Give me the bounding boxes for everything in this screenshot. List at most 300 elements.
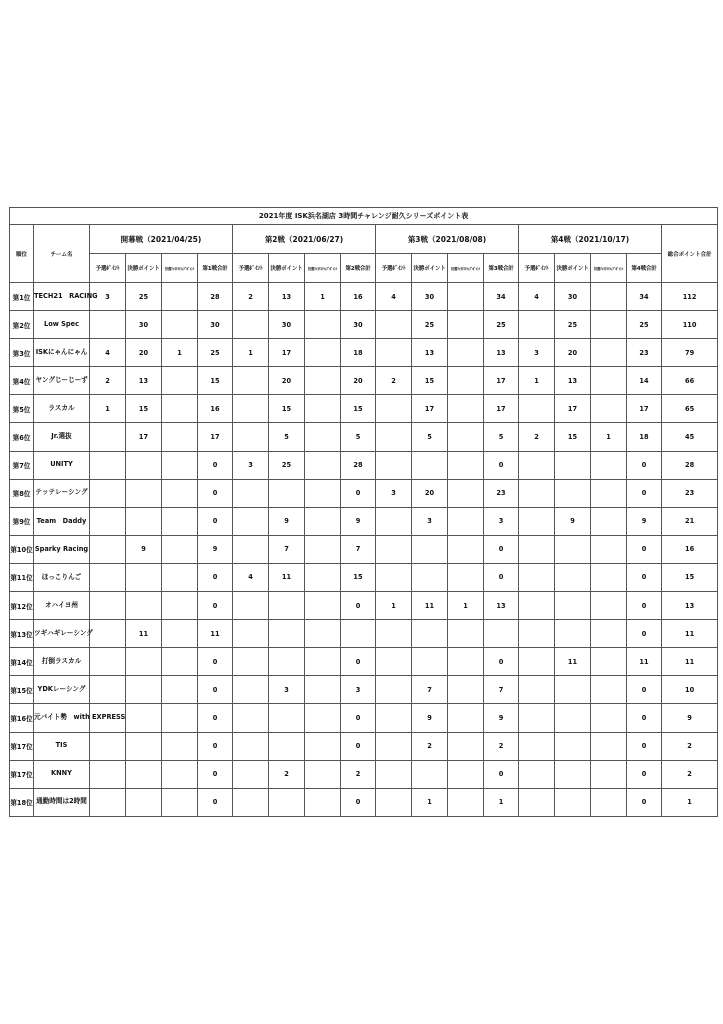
grand-total-cell: 112	[662, 283, 718, 311]
round-1-qualify-points-cell	[90, 788, 126, 816]
round-3-round-total-cell: 34	[484, 283, 519, 311]
round-1-round-total-cell: 0	[198, 648, 233, 676]
round-4-final-points-cell	[555, 563, 591, 591]
round-3-final-points-cell: 11	[412, 592, 448, 620]
round-3-fastest-lap-points-cell: 1	[448, 592, 484, 620]
round-4-fastest-lap-points-cell	[591, 395, 627, 423]
round-2-final-points-cell	[269, 592, 305, 620]
round-3-round-total-cell: 3	[484, 507, 519, 535]
round-4-fastest-lap-points-cell	[591, 592, 627, 620]
round-3-qualify-points-cell	[376, 620, 412, 648]
round-1-fastest-lap-points-cell	[162, 451, 198, 479]
round-2-fastest-lap-points-cell	[305, 535, 341, 563]
round-2-round-total-cell: 0	[341, 732, 376, 760]
round-3-round-total-cell: 0	[484, 451, 519, 479]
round-2-qualify-points-cell: 3	[233, 451, 269, 479]
round-3-fastest-lap-points-cell	[448, 732, 484, 760]
table-row	[10, 283, 718, 311]
round-3-fastest-lap-points-cell	[448, 563, 484, 591]
round-4-qualify-points-cell	[519, 451, 555, 479]
team-name-cell: ほっこりんご	[34, 563, 90, 591]
round-4-final-points-cell	[555, 788, 591, 816]
header-final-points: 決勝ポイント	[269, 254, 305, 283]
table-row	[10, 535, 718, 563]
round-3-qualify-points-cell	[376, 563, 412, 591]
round-2-round-total-cell: 20	[341, 367, 376, 395]
round-4-round-total-cell: 9	[627, 507, 662, 535]
round-4-fastest-lap-points-cell	[591, 760, 627, 788]
round-2-round-total-cell: 2	[341, 760, 376, 788]
round-1-fastest-lap-points-cell	[162, 648, 198, 676]
round-2-final-points-cell: 13	[269, 283, 305, 311]
round-3-round-total-cell: 25	[484, 311, 519, 339]
header-round-total: 第2戦合計	[341, 254, 376, 283]
table-body	[10, 283, 718, 817]
round-3-fastest-lap-points-cell	[448, 479, 484, 507]
header-round-total: 第3戦合計	[484, 254, 519, 283]
grand-total-cell: 11	[662, 620, 718, 648]
round-1-round-total-cell: 0	[198, 732, 233, 760]
round-1-final-points-cell	[126, 704, 162, 732]
round-1-qualify-points-cell	[90, 535, 126, 563]
round-4-qualify-points-cell	[519, 507, 555, 535]
round-3-round-total-cell: 23	[484, 479, 519, 507]
grand-total-cell: 2	[662, 732, 718, 760]
round-3-fastest-lap-points-cell	[448, 367, 484, 395]
team-name-cell: オハイヨ州	[34, 592, 90, 620]
table-row	[10, 311, 718, 339]
round-3-final-points-cell: 13	[412, 339, 448, 367]
round-3-qualify-points-cell: 3	[376, 479, 412, 507]
team-name-cell: 元バイト勢 with EXPRESS	[34, 704, 90, 732]
round-4-round-total-cell: 0	[627, 732, 662, 760]
round-3-round-total-cell: 2	[484, 732, 519, 760]
round-4-fastest-lap-points-cell	[591, 620, 627, 648]
round-3-fastest-lap-points-cell	[448, 704, 484, 732]
table-title: 2021年度 ISK浜名湖店 3時間チャレンジ耐久シリーズポイント表	[10, 208, 718, 225]
grand-total-cell: 66	[662, 367, 718, 395]
round-2-final-points-cell: 20	[269, 367, 305, 395]
round-4-final-points-cell: 25	[555, 311, 591, 339]
round-2-round-total-cell: 5	[341, 423, 376, 451]
round-1-qualify-points-cell	[90, 648, 126, 676]
table-row	[10, 732, 718, 760]
round-2-round-total-cell	[341, 620, 376, 648]
round-3-final-points-cell: 20	[412, 479, 448, 507]
round-2-round-total-cell: 7	[341, 535, 376, 563]
round-3-fastest-lap-points-cell	[448, 535, 484, 563]
round-2-fastest-lap-points-cell	[305, 620, 341, 648]
header-qualify-points: 予選ﾎﾟｲﾝﾄ	[90, 254, 126, 283]
round-2-qualify-points-cell	[233, 479, 269, 507]
round-3-fastest-lap-points-cell	[448, 620, 484, 648]
round-3-fastest-lap-points-cell	[448, 339, 484, 367]
round-1-round-total-cell: 0	[198, 788, 233, 816]
round-4-fastest-lap-points-cell	[591, 676, 627, 704]
header-team: チーム名	[34, 225, 90, 283]
round-3-final-points-cell: 30	[412, 283, 448, 311]
round-4-round-total-cell: 0	[627, 676, 662, 704]
round-1-round-total-cell: 0	[198, 592, 233, 620]
round-2-round-total-cell: 3	[341, 676, 376, 704]
header-round-total: 第4戦合計	[627, 254, 662, 283]
round-3-round-total-cell: 7	[484, 676, 519, 704]
grand-total-cell: 1	[662, 788, 718, 816]
round-1-final-points-cell: 20	[126, 339, 162, 367]
round-1-qualify-points-cell: 3	[90, 283, 126, 311]
round-2-round-total-cell: 16	[341, 283, 376, 311]
round-3-fastest-lap-points-cell	[448, 648, 484, 676]
team-name-cell: YDKレーシング	[34, 676, 90, 704]
round-2-qualify-points-cell	[233, 367, 269, 395]
round-4-fastest-lap-points-cell	[591, 788, 627, 816]
grand-total-cell: 11	[662, 648, 718, 676]
round-1-qualify-points-cell	[90, 311, 126, 339]
round-1-fastest-lap-points-cell	[162, 592, 198, 620]
round-3-final-points-cell: 7	[412, 676, 448, 704]
header-final-points: 決勝ポイント	[555, 254, 591, 283]
grand-total-cell: 23	[662, 479, 718, 507]
round-1-qualify-points-cell	[90, 563, 126, 591]
round-3-qualify-points-cell	[376, 676, 412, 704]
round-4-round-total-cell: 0	[627, 788, 662, 816]
grand-total-cell: 65	[662, 395, 718, 423]
round-2-final-points-cell: 15	[269, 395, 305, 423]
round-3-final-points-cell	[412, 760, 448, 788]
rank-cell: 第7位	[10, 451, 34, 479]
table-row	[10, 451, 718, 479]
team-name-cell: Low Spec	[34, 311, 90, 339]
team-name-cell: Sparky Racing	[34, 535, 90, 563]
round-2-final-points-cell: 25	[269, 451, 305, 479]
header-round-2: 第2戦（2021/06/27)	[233, 225, 376, 254]
round-1-round-total-cell: 0	[198, 563, 233, 591]
round-3-final-points-cell: 17	[412, 395, 448, 423]
round-1-fastest-lap-points-cell	[162, 676, 198, 704]
round-3-fastest-lap-points-cell	[448, 395, 484, 423]
round-4-round-total-cell: 18	[627, 423, 662, 451]
round-4-round-total-cell: 0	[627, 535, 662, 563]
round-4-fastest-lap-points-cell	[591, 563, 627, 591]
header-round-1: 開幕戦（2021/04/25)	[90, 225, 233, 254]
round-4-round-total-cell: 25	[627, 311, 662, 339]
round-4-fastest-lap-points-cell	[591, 283, 627, 311]
round-4-qualify-points-cell: 2	[519, 423, 555, 451]
round-4-qualify-points-cell	[519, 648, 555, 676]
round-3-fastest-lap-points-cell	[448, 423, 484, 451]
round-1-round-total-cell: 30	[198, 311, 233, 339]
round-4-round-total-cell: 11	[627, 648, 662, 676]
round-1-round-total-cell: 0	[198, 479, 233, 507]
round-3-qualify-points-cell	[376, 339, 412, 367]
round-1-final-points-cell	[126, 507, 162, 535]
team-name-cell: 打倒ラスカル	[34, 648, 90, 676]
round-1-final-points-cell: 17	[126, 423, 162, 451]
round-1-round-total-cell: 28	[198, 283, 233, 311]
round-1-final-points-cell	[126, 788, 162, 816]
round-2-round-total-cell: 0	[341, 592, 376, 620]
round-4-fastest-lap-points-cell	[591, 339, 627, 367]
round-1-final-points-cell	[126, 479, 162, 507]
team-name-cell: Jr.選抜	[34, 423, 90, 451]
round-4-qualify-points-cell: 4	[519, 283, 555, 311]
header-round-4: 第4戦（2021/10/17)	[519, 225, 662, 254]
team-name-cell: ツギハギレーシング	[34, 620, 90, 648]
round-1-qualify-points-cell: 4	[90, 339, 126, 367]
round-4-final-points-cell	[555, 479, 591, 507]
rank-cell: 第17位	[10, 732, 34, 760]
rank-cell: 第14位	[10, 648, 34, 676]
round-1-round-total-cell: 9	[198, 535, 233, 563]
round-4-fastest-lap-points-cell	[591, 479, 627, 507]
header-fastest-lap-points: 決勝ﾌｧｽﾃｽﾄﾗｯﾌﾟﾎﾟｲﾝﾄ	[448, 254, 484, 283]
round-3-qualify-points-cell	[376, 732, 412, 760]
round-4-fastest-lap-points-cell	[591, 507, 627, 535]
round-2-final-points-cell: 9	[269, 507, 305, 535]
table-row	[10, 479, 718, 507]
round-2-fastest-lap-points-cell	[305, 704, 341, 732]
round-2-fastest-lap-points-cell	[305, 760, 341, 788]
round-3-qualify-points-cell: 4	[376, 283, 412, 311]
round-1-final-points-cell	[126, 592, 162, 620]
round-4-final-points-cell	[555, 732, 591, 760]
round-3-round-total-cell: 0	[484, 760, 519, 788]
round-1-final-points-cell	[126, 732, 162, 760]
grand-total-cell: 2	[662, 760, 718, 788]
round-2-qualify-points-cell	[233, 620, 269, 648]
round-4-qualify-points-cell	[519, 563, 555, 591]
rank-cell: 第9位	[10, 507, 34, 535]
round-4-qualify-points-cell	[519, 592, 555, 620]
round-4-round-total-cell: 0	[627, 620, 662, 648]
round-4-fastest-lap-points-cell	[591, 704, 627, 732]
round-1-fastest-lap-points-cell	[162, 395, 198, 423]
round-1-qualify-points-cell	[90, 620, 126, 648]
round-3-round-total-cell: 9	[484, 704, 519, 732]
round-3-qualify-points-cell	[376, 395, 412, 423]
round-2-fastest-lap-points-cell	[305, 788, 341, 816]
round-3-fastest-lap-points-cell	[448, 283, 484, 311]
rank-cell: 第12位	[10, 592, 34, 620]
round-1-fastest-lap-points-cell	[162, 423, 198, 451]
rank-cell: 第2位	[10, 311, 34, 339]
team-name-cell: 通勤時間は2時間	[34, 788, 90, 816]
round-1-fastest-lap-points-cell: 1	[162, 339, 198, 367]
round-3-round-total-cell: 13	[484, 592, 519, 620]
round-4-qualify-points-cell	[519, 535, 555, 563]
round-4-qualify-points-cell	[519, 676, 555, 704]
round-4-final-points-cell: 30	[555, 283, 591, 311]
round-2-final-points-cell: 30	[269, 311, 305, 339]
table-row	[10, 395, 718, 423]
table-row	[10, 788, 718, 816]
round-3-round-total-cell	[484, 620, 519, 648]
grand-total-cell: 45	[662, 423, 718, 451]
round-4-final-points-cell: 11	[555, 648, 591, 676]
table-row	[10, 339, 718, 367]
round-1-round-total-cell: 11	[198, 620, 233, 648]
round-4-fastest-lap-points-cell	[591, 732, 627, 760]
round-1-fastest-lap-points-cell	[162, 367, 198, 395]
round-3-final-points-cell: 15	[412, 367, 448, 395]
table-row	[10, 423, 718, 451]
round-3-qualify-points-cell	[376, 704, 412, 732]
round-4-final-points-cell	[555, 620, 591, 648]
round-3-qualify-points-cell	[376, 423, 412, 451]
round-2-fastest-lap-points-cell	[305, 592, 341, 620]
round-1-qualify-points-cell	[90, 592, 126, 620]
round-4-final-points-cell: 13	[555, 367, 591, 395]
rank-cell: 第6位	[10, 423, 34, 451]
round-3-final-points-cell	[412, 648, 448, 676]
round-2-fastest-lap-points-cell	[305, 339, 341, 367]
round-3-round-total-cell: 0	[484, 648, 519, 676]
round-4-final-points-cell	[555, 535, 591, 563]
rank-cell: 第11位	[10, 563, 34, 591]
grand-total-cell: 28	[662, 451, 718, 479]
header-fastest-lap-points: 決勝ﾌｧｽﾃｽﾄﾗｯﾌﾟﾎﾟｲﾝﾄ	[591, 254, 627, 283]
round-1-fastest-lap-points-cell	[162, 535, 198, 563]
round-2-qualify-points-cell: 4	[233, 563, 269, 591]
round-2-qualify-points-cell	[233, 507, 269, 535]
round-1-final-points-cell	[126, 676, 162, 704]
team-name-cell: テッテレーシング	[34, 479, 90, 507]
round-1-round-total-cell: 0	[198, 451, 233, 479]
round-2-final-points-cell	[269, 479, 305, 507]
header-fastest-lap-points: 決勝ﾌｧｽﾃｽﾄﾗｯﾌﾟﾎﾟｲﾝﾄ	[305, 254, 341, 283]
round-4-qualify-points-cell	[519, 704, 555, 732]
round-2-qualify-points-cell	[233, 676, 269, 704]
round-4-fastest-lap-points-cell	[591, 367, 627, 395]
grand-total-cell: 9	[662, 704, 718, 732]
header-rank: 順位	[10, 225, 34, 283]
round-2-qualify-points-cell	[233, 704, 269, 732]
round-4-round-total-cell: 0	[627, 563, 662, 591]
round-4-round-total-cell: 23	[627, 339, 662, 367]
points-table	[9, 207, 718, 817]
header-qualify-points: 予選ﾎﾟｲﾝﾄ	[233, 254, 269, 283]
round-4-qualify-points-cell	[519, 395, 555, 423]
rank-cell: 第4位	[10, 367, 34, 395]
team-name-cell: TECH21 RACING	[34, 283, 90, 311]
round-1-fastest-lap-points-cell	[162, 788, 198, 816]
team-name-cell: ISKにゃんにゃん	[34, 339, 90, 367]
round-4-qualify-points-cell	[519, 620, 555, 648]
round-2-final-points-cell	[269, 704, 305, 732]
round-2-final-points-cell	[269, 732, 305, 760]
round-3-round-total-cell: 17	[484, 395, 519, 423]
round-3-fastest-lap-points-cell	[448, 760, 484, 788]
rank-cell: 第18位	[10, 788, 34, 816]
round-3-final-points-cell	[412, 620, 448, 648]
team-name-cell: TIS	[34, 732, 90, 760]
round-1-round-total-cell: 25	[198, 339, 233, 367]
header-round-total: 第1戦合計	[198, 254, 233, 283]
round-2-round-total-cell: 30	[341, 311, 376, 339]
round-2-final-points-cell	[269, 648, 305, 676]
round-4-final-points-cell: 15	[555, 423, 591, 451]
round-3-fastest-lap-points-cell	[448, 451, 484, 479]
round-1-final-points-cell: 30	[126, 311, 162, 339]
round-1-qualify-points-cell	[90, 676, 126, 704]
round-2-qualify-points-cell	[233, 788, 269, 816]
table-row	[10, 563, 718, 591]
round-1-fastest-lap-points-cell	[162, 620, 198, 648]
round-1-round-total-cell: 16	[198, 395, 233, 423]
round-3-qualify-points-cell	[376, 788, 412, 816]
table-row	[10, 620, 718, 648]
round-4-round-total-cell: 0	[627, 451, 662, 479]
round-2-round-total-cell: 0	[341, 788, 376, 816]
rank-cell: 第1位	[10, 283, 34, 311]
header-final-points: 決勝ポイント	[126, 254, 162, 283]
round-1-qualify-points-cell: 1	[90, 395, 126, 423]
round-2-fastest-lap-points-cell	[305, 732, 341, 760]
round-3-round-total-cell: 5	[484, 423, 519, 451]
round-3-fastest-lap-points-cell	[448, 676, 484, 704]
round-3-round-total-cell: 0	[484, 535, 519, 563]
round-1-fastest-lap-points-cell	[162, 283, 198, 311]
round-3-qualify-points-cell	[376, 760, 412, 788]
round-4-final-points-cell: 17	[555, 395, 591, 423]
rank-cell: 第13位	[10, 620, 34, 648]
round-3-qualify-points-cell	[376, 507, 412, 535]
round-2-fastest-lap-points-cell	[305, 311, 341, 339]
header-grand-total: 総合ポイント合計	[662, 225, 718, 283]
round-2-round-total-cell: 15	[341, 395, 376, 423]
round-2-qualify-points-cell	[233, 648, 269, 676]
table-row	[10, 676, 718, 704]
table-row	[10, 648, 718, 676]
round-1-final-points-cell: 13	[126, 367, 162, 395]
round-3-round-total-cell: 17	[484, 367, 519, 395]
round-2-final-points-cell: 17	[269, 339, 305, 367]
round-4-fastest-lap-points-cell: 1	[591, 423, 627, 451]
round-1-fastest-lap-points-cell	[162, 760, 198, 788]
round-1-fastest-lap-points-cell	[162, 732, 198, 760]
grand-total-cell: 16	[662, 535, 718, 563]
round-2-fastest-lap-points-cell	[305, 563, 341, 591]
round-3-final-points-cell: 9	[412, 704, 448, 732]
rank-cell: 第17位	[10, 760, 34, 788]
round-3-fastest-lap-points-cell	[448, 788, 484, 816]
round-4-qualify-points-cell	[519, 479, 555, 507]
header-qualify-points: 予選ﾎﾟｲﾝﾄ	[376, 254, 412, 283]
round-1-round-total-cell: 0	[198, 760, 233, 788]
round-1-qualify-points-cell	[90, 732, 126, 760]
rank-cell: 第15位	[10, 676, 34, 704]
table-row	[10, 367, 718, 395]
round-1-qualify-points-cell	[90, 479, 126, 507]
round-1-final-points-cell: 9	[126, 535, 162, 563]
round-2-qualify-points-cell	[233, 760, 269, 788]
round-2-final-points-cell: 3	[269, 676, 305, 704]
round-4-final-points-cell	[555, 451, 591, 479]
round-2-qualify-points-cell	[233, 535, 269, 563]
round-1-fastest-lap-points-cell	[162, 311, 198, 339]
round-4-round-total-cell: 0	[627, 592, 662, 620]
round-2-qualify-points-cell: 2	[233, 283, 269, 311]
round-2-fastest-lap-points-cell	[305, 479, 341, 507]
round-4-qualify-points-cell	[519, 732, 555, 760]
round-2-round-total-cell: 15	[341, 563, 376, 591]
grand-total-cell: 79	[662, 339, 718, 367]
round-1-qualify-points-cell	[90, 451, 126, 479]
round-2-fastest-lap-points-cell	[305, 451, 341, 479]
round-4-qualify-points-cell	[519, 788, 555, 816]
round-4-qualify-points-cell: 1	[519, 367, 555, 395]
round-3-final-points-cell: 3	[412, 507, 448, 535]
